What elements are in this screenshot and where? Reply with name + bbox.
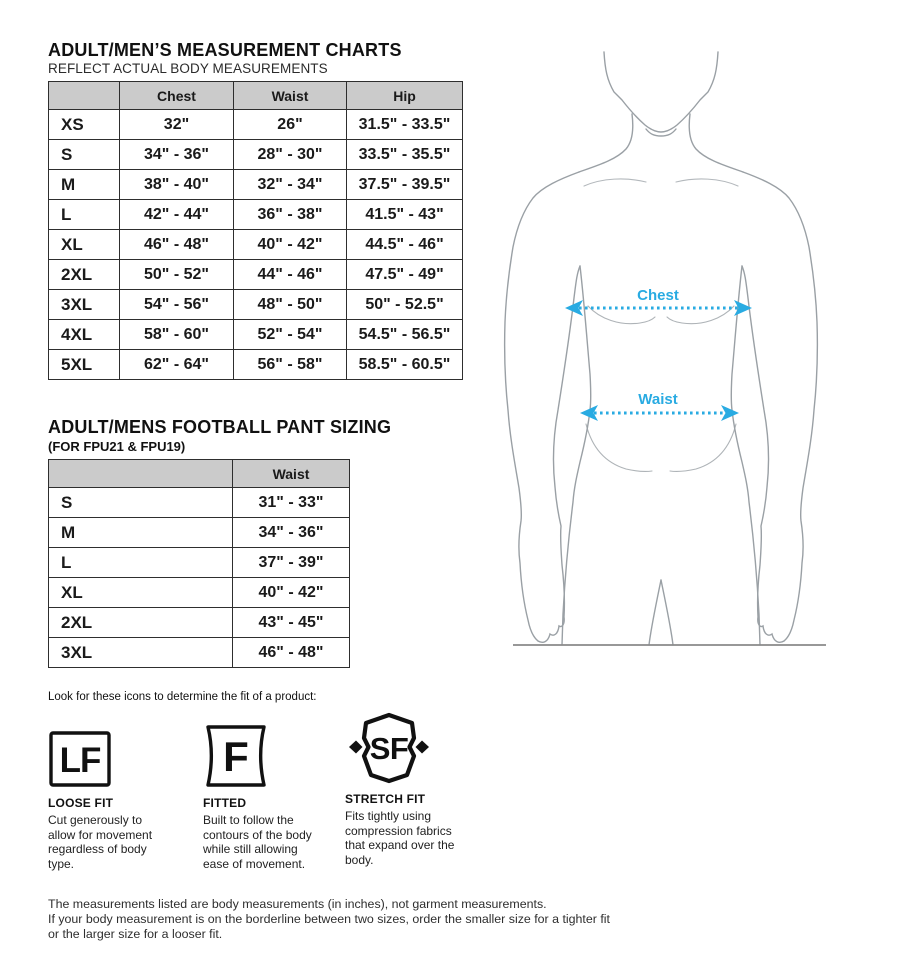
value-cell: 34" - 36" [233,518,350,548]
table-row [49,638,350,668]
value-cell: 38" - 40" [120,170,234,200]
table-row [49,230,463,260]
column-header: Chest [120,82,234,110]
value-cell: 54.5" - 56.5" [347,320,463,350]
size-cell: XL [49,578,233,608]
size-cell: 5XL [49,350,120,380]
value-cell: 28" - 30" [234,140,347,170]
table-row [49,320,463,350]
size-cell: 2XL [49,608,233,638]
value-cell: 50" - 52.5" [347,290,463,320]
loose-fit-block [48,718,176,871]
column-header: Waist [234,82,347,110]
stretch-fit-description: Fits tightly using compression fabrics that expand over the body. [345,809,455,867]
pant-sizing-subtitle: (FOR FPU21 & FPU19) [48,439,186,454]
stretch-fit-block [345,714,473,867]
loose-fit-description: Cut generously to allow for movement regardless of body type. [48,813,153,871]
value-cell: 58" - 60" [120,320,234,350]
fitted-icon [203,718,331,788]
table-row [49,200,463,230]
value-cell: 47.5" - 49" [347,260,463,290]
size-cell: S [49,140,120,170]
waist-measurement-arrow [580,391,739,421]
value-cell: 50" - 52" [120,260,234,290]
size-cell: M [49,518,233,548]
size-cell: 4XL [49,320,120,350]
value-cell: 44.5" - 46" [347,230,463,260]
value-cell: 46" - 48" [120,230,234,260]
stretch-fit-name: STRETCH FIT [345,792,426,806]
value-cell: 32" - 34" [234,170,347,200]
column-header [49,460,233,488]
fitted-description: Built to follow the contours of the body while still allowing ease of movement. [203,813,312,871]
size-cell: 3XL [49,638,233,668]
fit-icons-intro: Look for these icons to determine the fit of a product: [48,691,317,703]
table-row [49,488,350,518]
value-cell: 48" - 50" [234,290,347,320]
value-cell: 52" - 54" [234,320,347,350]
pant-sizing-title: ADULT/MENS FOOTBALL PANT SIZING [48,417,392,437]
value-cell: 37" - 39" [233,548,350,578]
size-cell: S [49,488,233,518]
torso-outline [505,52,818,645]
table-row [49,578,350,608]
value-cell: 46" - 48" [233,638,350,668]
size-cell: L [49,548,233,578]
size-cell: M [49,170,120,200]
value-cell: 42" - 44" [120,200,234,230]
value-cell: 44" - 46" [234,260,347,290]
measurement-note-line2: If your body measurement is on the borderline between two sizes, order the smaller size for a tighter fit or the larger size for a looser fit. [48,912,610,941]
measurement-note-line1: The measurements listed are body measurements (in inches), not garment measurements. [48,897,547,911]
value-cell: 33.5" - 35.5" [347,140,463,170]
stretch-fit-icon [345,714,473,784]
table-row [49,350,463,380]
header-row [49,82,463,110]
pant-sizing-table [48,459,350,668]
column-header: Hip [347,82,463,110]
value-cell: 56" - 58" [234,350,347,380]
measurement-note [48,897,623,942]
size-cell: L [49,200,120,230]
size-cell: XS [49,110,120,140]
value-cell: 26" [234,110,347,140]
table-row [49,608,350,638]
chest-arrow-label: Chest [637,287,679,304]
chest-measurement-arrow [565,287,752,316]
value-cell: 54" - 56" [120,290,234,320]
table-row [49,170,463,200]
size-cell: 3XL [49,290,120,320]
measurement-charts-title: ADULT/MEN’S MEASUREMENT CHARTS [48,40,402,60]
value-cell: 58.5" - 60.5" [347,350,463,380]
loose-fit-icon-letters: LF [59,741,101,780]
table-row [49,140,463,170]
stretch-fit-icon-letters: SF [369,731,409,766]
mens-measurement-table [48,81,463,380]
value-cell: 31" - 33" [233,488,350,518]
table-row [49,518,350,548]
column-header [49,82,120,110]
fitted-name: FITTED [203,796,247,810]
header-row [49,460,350,488]
table-row [49,260,463,290]
table-row [49,110,463,140]
value-cell: 40" - 42" [233,578,350,608]
value-cell: 31.5" - 33.5" [347,110,463,140]
value-cell: 34" - 36" [120,140,234,170]
loose-fit-icon [48,718,176,788]
value-cell: 62" - 64" [120,350,234,380]
measurement-charts-subtitle: REFLECT ACTUAL BODY MEASUREMENTS [48,61,328,76]
size-cell: XL [49,230,120,260]
value-cell: 37.5" - 39.5" [347,170,463,200]
fitted-icon-letter: F [223,733,249,780]
value-cell: 32" [120,110,234,140]
value-cell: 41.5" - 43" [347,200,463,230]
loose-fit-name: LOOSE FIT [48,796,114,810]
waist-arrow-label: Waist [638,391,678,408]
table-row [49,290,463,320]
fitted-block [203,718,331,871]
value-cell: 36" - 38" [234,200,347,230]
value-cell: 40" - 42" [234,230,347,260]
column-header: Waist [233,460,350,488]
size-cell: 2XL [49,260,120,290]
male-torso-figure [480,0,900,660]
table-row [49,548,350,578]
value-cell: 43" - 45" [233,608,350,638]
